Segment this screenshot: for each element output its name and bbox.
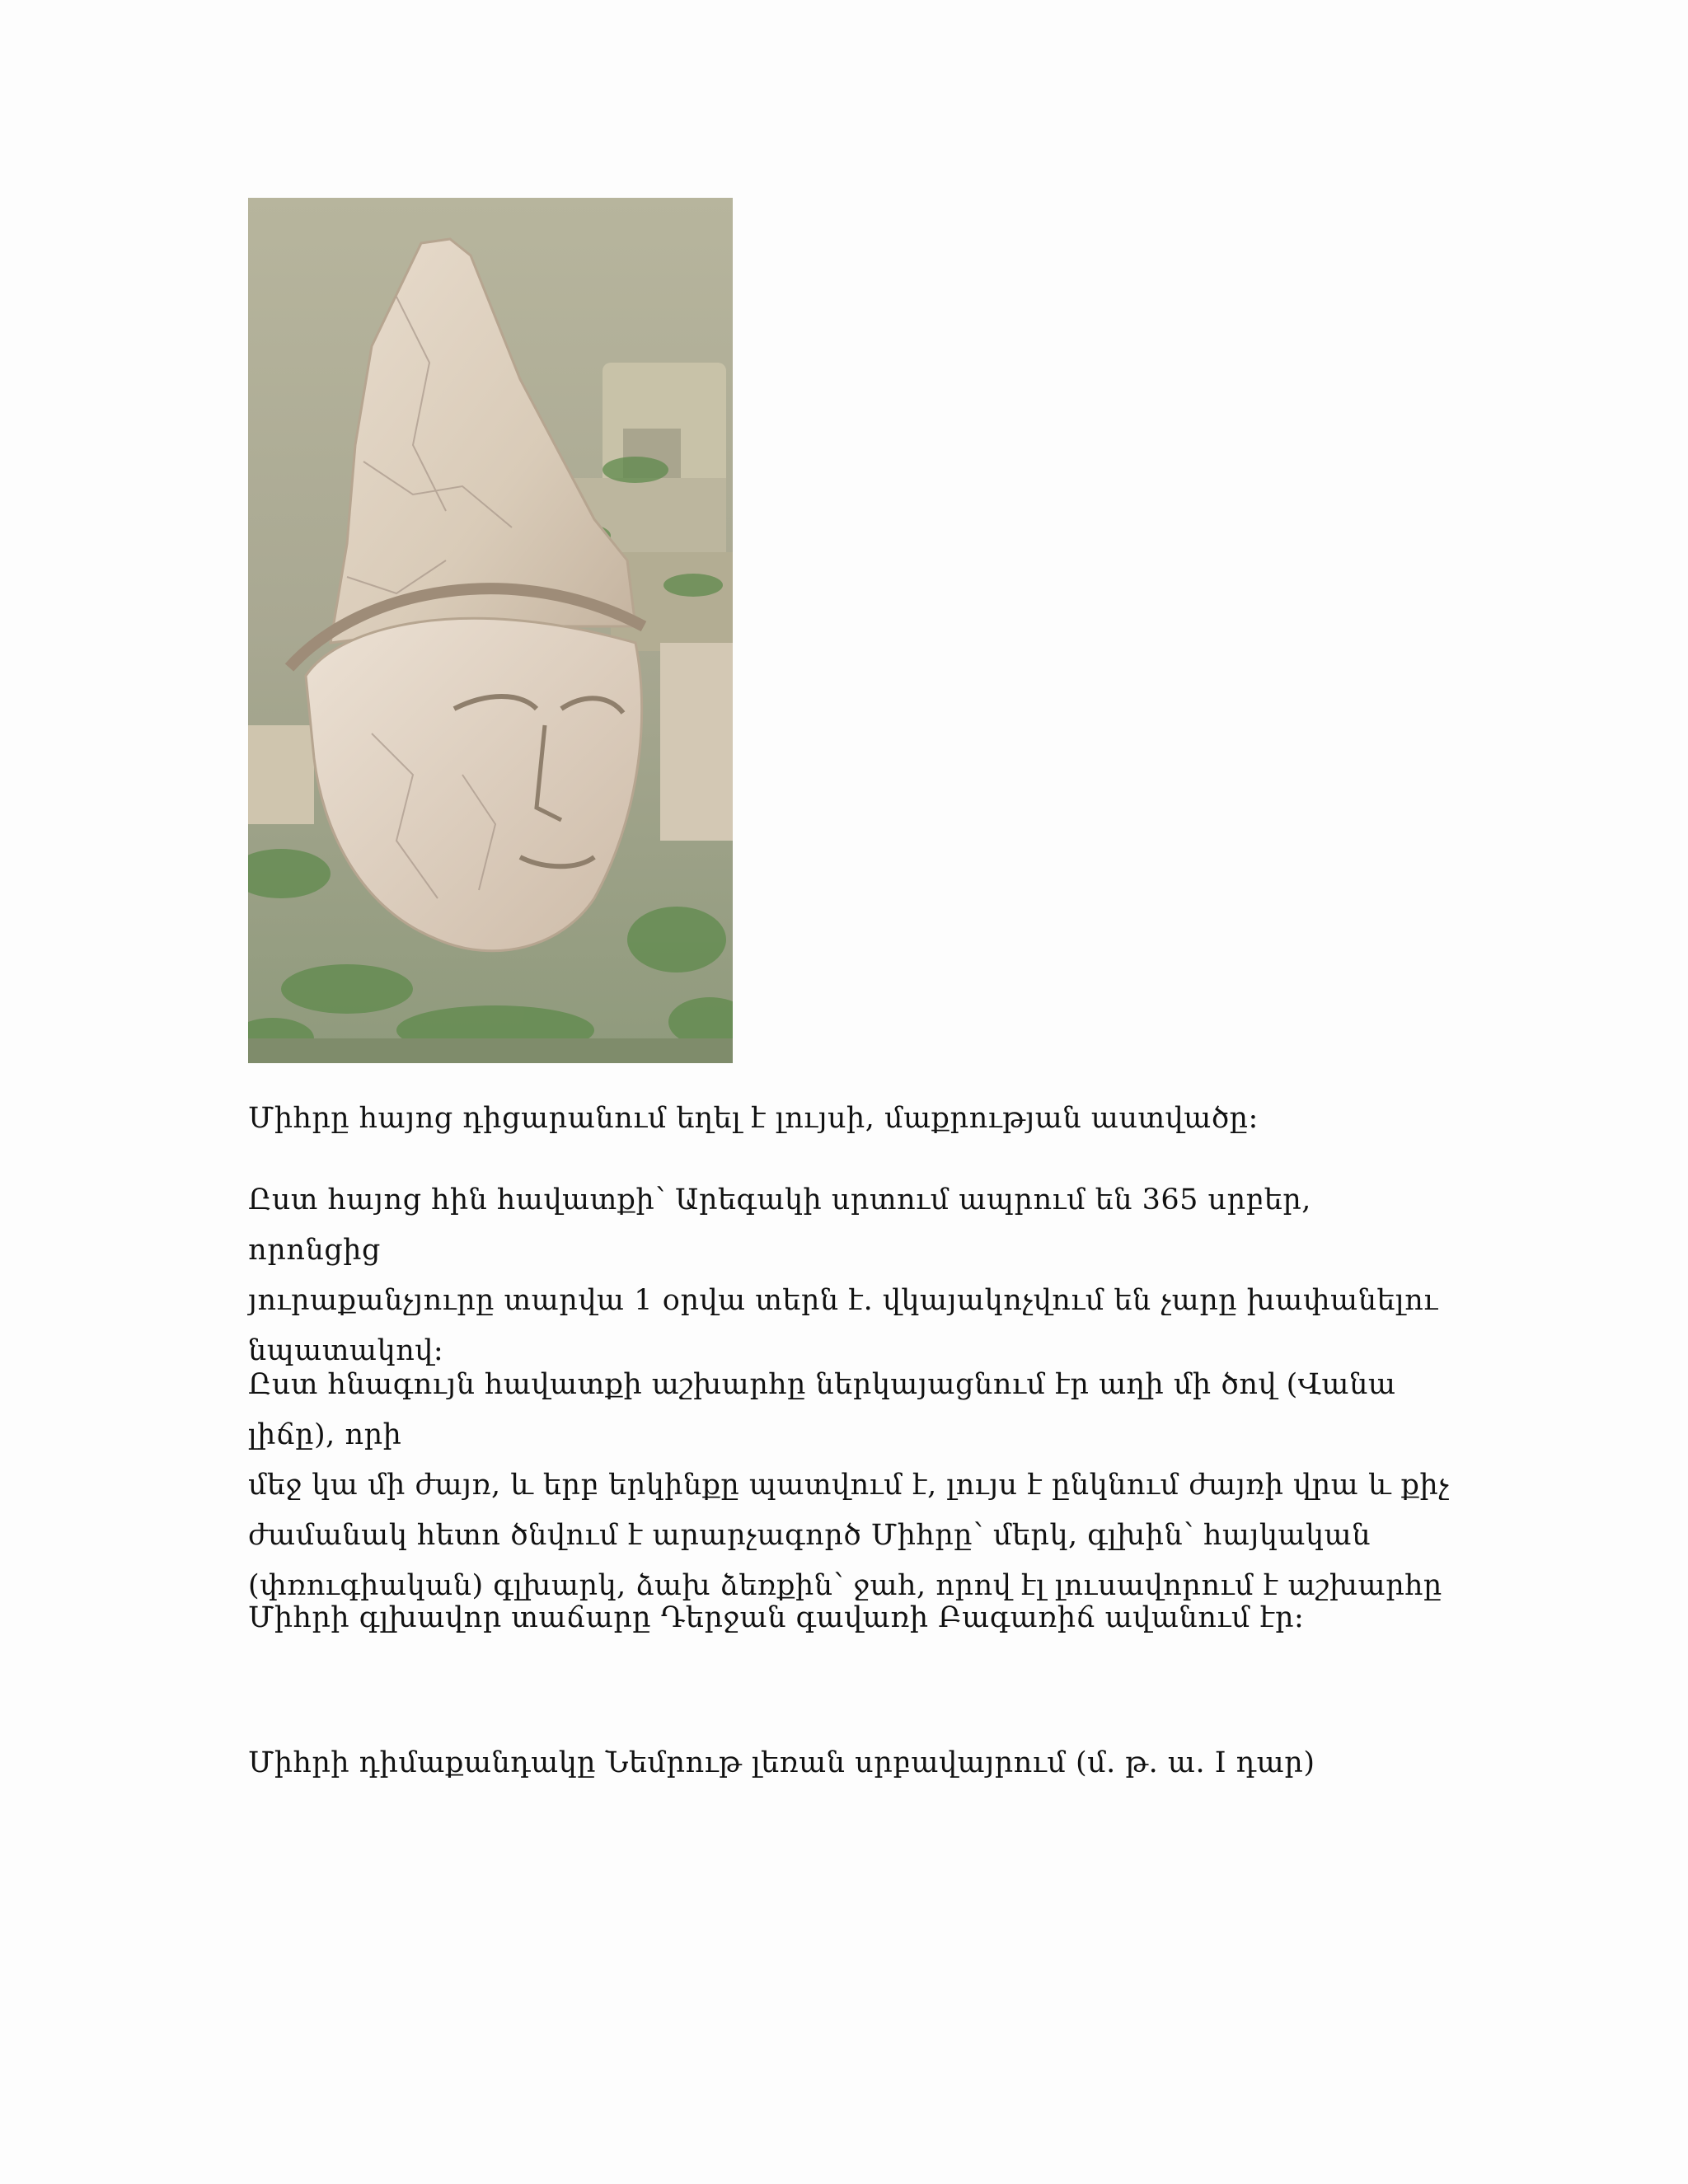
paragraph-nemrut-relief bbox=[248, 1738, 1451, 1788]
paragraph-line: Ըստ հնագույն հավատքի աշխարհը ներկայացնում էր աղի մի ծով (Վանա լիճը), որի bbox=[248, 1368, 1396, 1451]
paragraph-line: յուրաքանչյուրը տարվա 1 օրվա տերն է. վկայակոչվում են չարը խափանելու bbox=[248, 1284, 1438, 1317]
paragraph-line: Միհրի գլխավոր տաճարը Դերջան գավառի Բագառիճ ավանում էր։ bbox=[248, 1601, 1305, 1634]
paragraph-line: Միհրի դիմաքանդակը Նեմրութ լեռան սրբավայրում (մ. թ. ա. I դար) bbox=[248, 1746, 1315, 1779]
stone-head-icon bbox=[248, 198, 733, 1063]
paragraph-line: նպատակով։ bbox=[248, 1334, 444, 1367]
mithra-statue-photo bbox=[248, 198, 733, 1063]
paragraph-line: Միհրը հայոց դիցարանում եղել է լույսի, մաքրության աստվածը։ bbox=[248, 1102, 1259, 1135]
paragraph-line: Ըստ հայոց հին հավատքի՝ Արեգակի սրտում ապրում են 365 սրբեր, որոնցից bbox=[248, 1183, 1311, 1267]
paragraph-ancient-belief bbox=[248, 1360, 1451, 1611]
paragraph-365-saints bbox=[248, 1175, 1451, 1376]
paragraph-line: մեջ կա մի ժայռ, և երբ երկինքը պատվում է, լույս է ընկնում ժայռի վրա և քիչ bbox=[248, 1469, 1450, 1502]
paragraph-line: (փռուգիական) գլխարկ, ձախ ձեռքին՝ ջահ, որով էլ լուսավորում է աշխարհը bbox=[248, 1569, 1442, 1602]
paragraph-main-temple bbox=[248, 1593, 1451, 1643]
paragraph-line: ժամանակ հետո ծնվում է արարչագործ Միհրը՝ մերկ, գլխին՝ հայկական bbox=[248, 1519, 1371, 1552]
paragraph-mihr-definition bbox=[248, 1094, 1451, 1144]
